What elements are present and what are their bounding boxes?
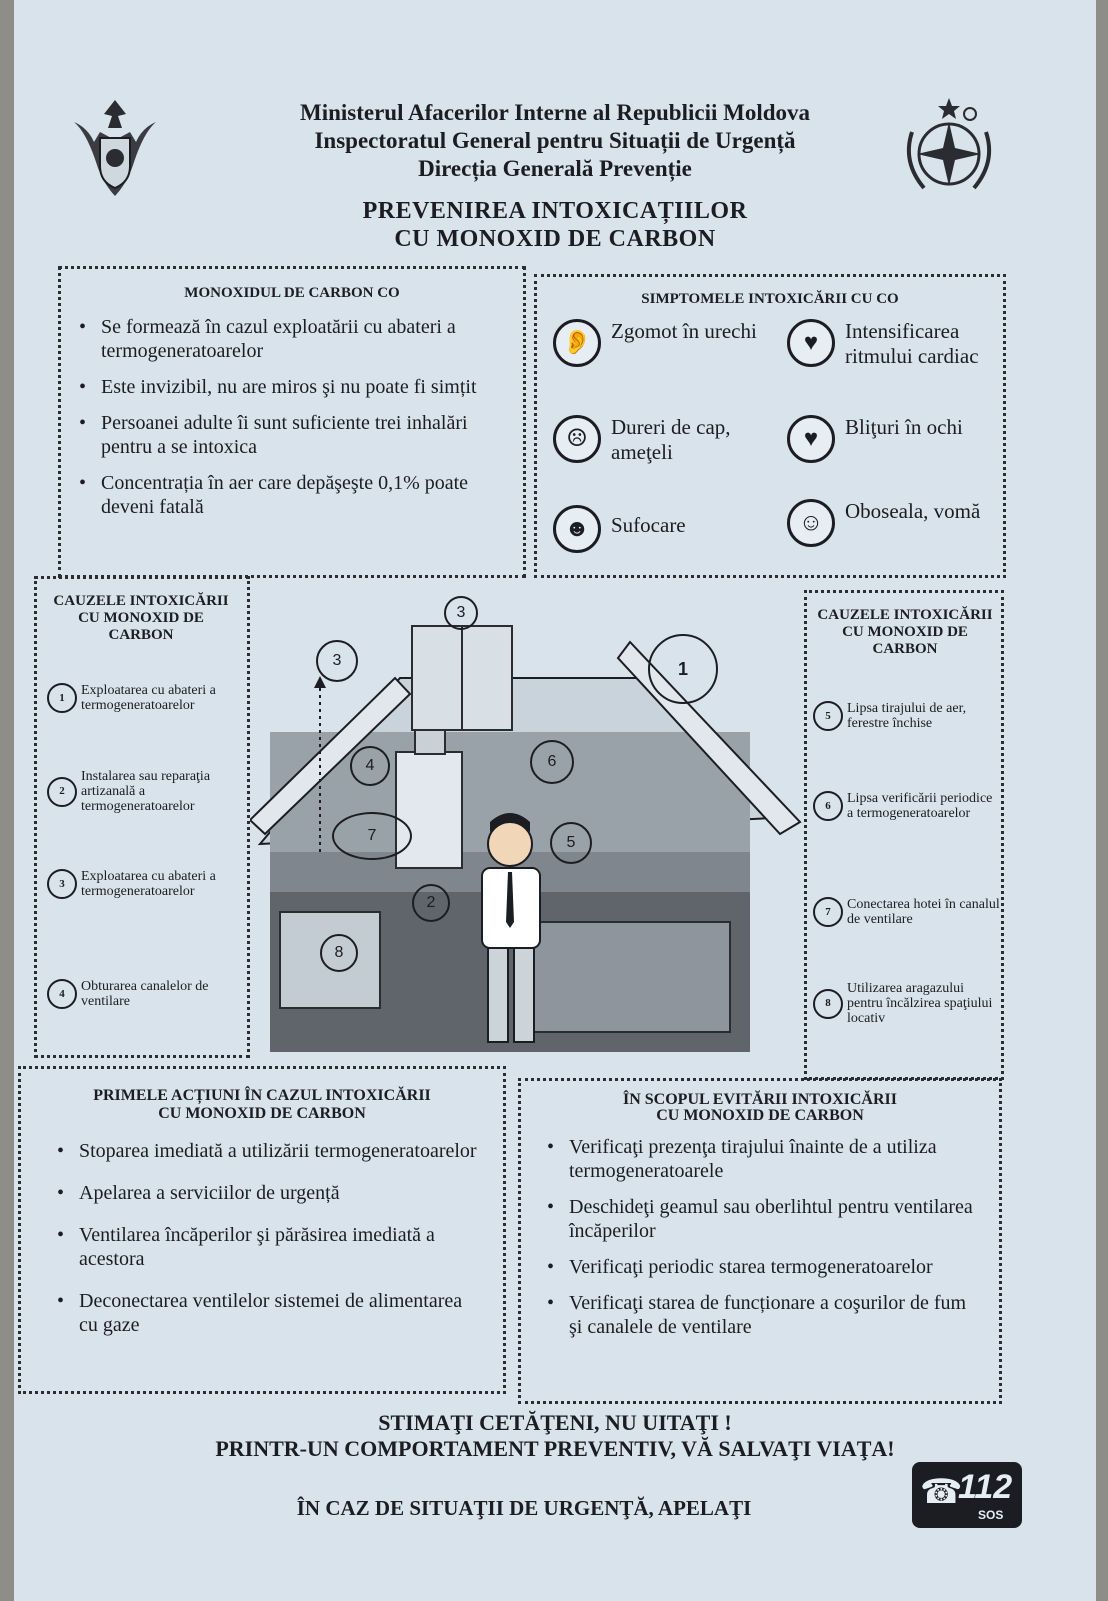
cause-number: 8 [813, 989, 843, 1019]
cause-item [813, 701, 1001, 731]
footer-call-instruction: ÎN CAZ DE SITUAŢII DE URGENŢĂ, APELAŢI [296, 1496, 752, 1520]
suffocation-icon: ☻ [553, 505, 601, 553]
symptom-item [553, 505, 763, 553]
house-marker-1: 1 [648, 634, 718, 704]
causes-right-box [804, 590, 1004, 1080]
prevention-item: • Deschideţi geamul sau oberlihtul pentru ventilarea încăperilor [541, 1195, 981, 1243]
symptom-label: Oboseala, vomă [845, 499, 981, 523]
cause-text: Obturarea canalelor de ventilare [81, 979, 209, 1009]
cause-number: 5 [813, 701, 843, 731]
symptom-item [787, 415, 997, 463]
cause-text: Conectarea hotei în canalul de ventilare [847, 897, 1000, 927]
house-marker-4: 4 [350, 746, 390, 786]
symptoms-box-title: SIMPTOMELE INTOXICĂRII CU CO [641, 291, 899, 307]
symptom-label: Dureri de cap, ameţeli [611, 415, 731, 464]
house-marker-8: 8 [320, 934, 358, 972]
cause-number: 7 [813, 897, 843, 927]
cause-item [47, 869, 247, 899]
symptom-item [787, 319, 997, 369]
header-ministry: Ministerul Afacerilor Interne al Republicii Moldova [300, 100, 810, 125]
cause-item [47, 769, 247, 814]
house-marker-6: 6 [530, 740, 574, 784]
prevention-list [541, 1135, 981, 1351]
cause-item [47, 979, 247, 1009]
prevention-title-line2: CU MONOXID DE CARBON [656, 1107, 864, 1124]
prevention-item: • Verificaţi prezenţa tirajului înainte de a utiliza termogeneratoarele [541, 1135, 981, 1183]
cause-number: 1 [47, 683, 77, 713]
nausea-icon: ☺ [787, 499, 835, 547]
co-fact-item: • Persoanei adulte îi sunt suficiente trei inhalări pentru a se intoxica [73, 411, 513, 459]
first-actions-title-line2: CU MONOXID DE CARBON [158, 1105, 366, 1122]
emergency-number: 112 [958, 1468, 1013, 1506]
footer-reminder: STIMAŢI CETĂŢENI, NU UITAŢI ! [378, 1410, 732, 1435]
header-inspectorate: Inspectoratul General pentru Situații de Urgență [314, 128, 796, 153]
first-actions-list [51, 1139, 481, 1355]
symptoms-box [534, 274, 1006, 578]
cause-number: 2 [47, 777, 77, 807]
cause-number: 4 [47, 979, 77, 1009]
house-marker-3: 3 [316, 640, 358, 682]
ear-icon: 👂 [553, 319, 601, 367]
house-marker-7: 7 [332, 812, 412, 860]
cause-text: Lipsa verificării periodice a termogeneratoarelor [847, 791, 993, 821]
co-facts-list [73, 315, 513, 531]
heart-rate-icon: ♥ [787, 319, 835, 367]
footer-slogan: PRINTR-UN COMPORTAMENT PREVENTIV, VĂ SALVAŢI VIAŢA! [215, 1436, 895, 1461]
cause-text: Utilizarea aragazului pentru încălzirea spaţiului locativ [847, 981, 993, 1026]
co-fact-item: • Se formează în cazul exploatării cu abateri a termogeneratoarelor [73, 315, 513, 363]
symptom-item [553, 319, 763, 367]
first-action-item: • Ventilarea încăperilor şi părăsirea imediată a acestora [51, 1223, 481, 1271]
prevention-item: • Verificaţi starea de funcționare a coşurilor de fum şi canalele de ventilare [541, 1291, 981, 1339]
page-title-line2: CU MONOXID DE CARBON [394, 226, 716, 252]
causes-left-title: CAUZELE INTOXICĂRII CU MONOXID DE CARBON [53, 593, 229, 643]
page-title-line1: PREVENIREA INTOXICAȚIILOR [362, 198, 748, 224]
symptom-item [787, 499, 997, 547]
cause-item [813, 897, 1001, 927]
house-marker-3-chimney: 3 [444, 596, 478, 630]
cause-text: Exploatarea cu abateri a termogeneratoarelor [81, 683, 216, 713]
phone-icon: ☎ [920, 1472, 963, 1512]
first-actions-box [18, 1066, 506, 1394]
symptom-label: Bliţuri în ochi [845, 415, 963, 439]
prevention-title-line1: ÎN SCOPUL EVITĂRII INTOXICĂRII [623, 1091, 897, 1108]
co-info-box [58, 266, 526, 578]
causes-left-box [34, 576, 250, 1058]
symptom-label: Intensificarea ritmului cardiac [845, 319, 979, 368]
symptom-label: Zgomot în urechi [611, 319, 757, 343]
cause-number: 3 [47, 869, 77, 899]
co-fact-item: • Concentrația în aer care depăşeşte 0,1% poate deveni fatală [73, 471, 513, 519]
house-marker-2: 2 [412, 884, 450, 922]
co-box-title: MONOXIDUL DE CARBON CO [184, 285, 400, 301]
symptom-item [553, 415, 773, 465]
cause-item [813, 791, 1001, 821]
first-action-item: • Deconectarea ventilelor sistemei de alimentarea cu gaze [51, 1289, 481, 1337]
house-marker-5: 5 [550, 822, 592, 864]
cause-item [47, 683, 247, 713]
cause-number: 6 [813, 791, 843, 821]
emergency-112-badge [912, 1462, 1022, 1528]
emergency-sos-label: SOS [978, 1508, 1004, 1522]
prevention-box [518, 1078, 1002, 1404]
first-actions-title-line1: PRIMELE ACȚIUNI ÎN CAZUL INTOXICĂRII [93, 1087, 431, 1104]
cause-text: Exploatarea cu abateri a termogeneratoarelor [81, 869, 216, 899]
headache-icon: ☹ [553, 415, 601, 463]
header-directorate: Direcția Generală Prevenție [418, 156, 692, 181]
first-action-item: • Apelarea a serviciilor de urgență [51, 1181, 481, 1205]
symptom-label: Sufocare [611, 513, 686, 537]
co-fact-item: • Este invizibil, nu are miros şi nu poate fi simțit [73, 375, 513, 399]
first-action-item: • Stoparea imediată a utilizării termogeneratoarelor [51, 1139, 481, 1163]
flyer-page [14, 0, 1096, 1601]
prevention-item: • Verificaţi periodic starea termogeneratoarelor [541, 1255, 981, 1279]
heart-pulse-icon: ♥ [787, 415, 835, 463]
cause-item [813, 981, 1001, 1026]
cause-text: Instalarea sau reparaţia artizanală a termogeneratoarelor [81, 769, 211, 814]
cause-text: Lipsa tirajului de aer, ferestre închise [847, 701, 967, 731]
causes-right-title: CAUZELE INTOXICĂRII CU MONOXID DE CARBON [817, 607, 993, 657]
